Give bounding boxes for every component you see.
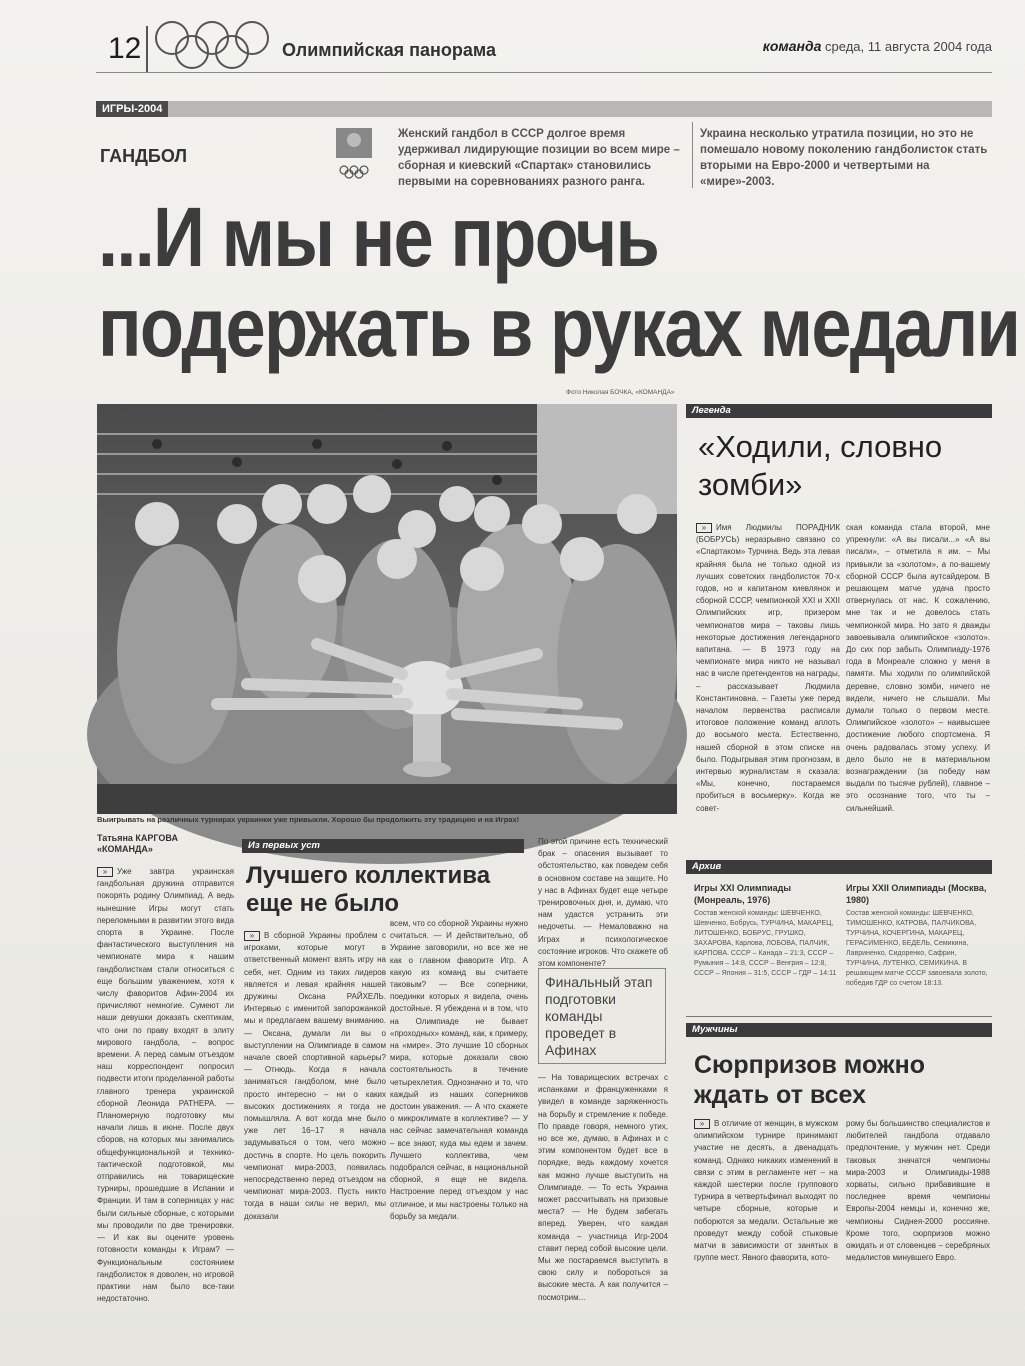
issue-date: среда, 11 августа 2004 года bbox=[825, 39, 992, 54]
strip-label: ИГРЫ-2004 bbox=[96, 101, 168, 117]
interview-tag: Из первых уст bbox=[242, 839, 524, 853]
men-text-1: В отличие от женщин, в мужском олимпийском турнире принимают участие не десять, а двенадцать команд. Однако никаких изменений в связи с этим в регламенте нет – на каждой шестерки после группового турнира в четвертьфинал выходят по четыре сборные, которые и поборются за медали. Остальные же проведут между собой стыковые матчи в зависимости от занятых в группе мест. Явного фаворита, кото- bbox=[694, 1119, 838, 1263]
interview-text-3b: — На товарищеских встречах с испанками и француженками я увидел в команде заряженность на борьбу и стремление к победе. По правде говоря, немного утих, но все же, думаю, в Афинах и с этим компонентом будет все в порядке, ведь каждому хочется как можно лучше выступить на Олимпиаде. — То есть Украина может рассчитывать на призовые места? — Не будем забегать вперед. Уверен, что каждая команда – участница Игр-2004 ставит перед собой высокие цели. Мы же постараемся выступить в свою силу и побороться за высокие места. А как получится – посмотрим... bbox=[538, 1073, 668, 1302]
legend-column-1 bbox=[696, 522, 840, 852]
interview-text-1: В сборной Украины проблем с игроками, которые могут в ответственный момент взять игру на себя, нет. Одним из таких лидеров является и левая крайняя нашей дружины Оксана РАЙХЕЛЬ. Интервью с именитой запорожанкой мы и предлагаем вашему вниманию. — Оксана, думали ли вы о выступлении на Олимпиаде в самом начале своей спортивной карьеры? — Отнюдь. Когда я начала заниматься гандболом, мне было просто интересно – ни о каких высоких достижениях я тогда не помышляла. А вот когда мне было уже лет 16–17 я начала задумываться о том, чего можно достичь в спорте. Но цель покорить чемпионат мира-2003, появилась непосредственно перед отъездом на чемпионат мира-2003. Пусть никто тогда в наши силы не верил, мы доказали bbox=[244, 931, 386, 1221]
interview-headline: Лучшего коллектива еще не было bbox=[246, 862, 491, 917]
pull-quote: Финальный этап подготовки команды проведет в Афинах bbox=[538, 968, 666, 1064]
archive-divider bbox=[686, 1016, 992, 1017]
team-photo bbox=[97, 404, 677, 814]
author-paper: «КОМАНДА» bbox=[97, 844, 153, 854]
interview-column-3-bottom bbox=[538, 1072, 668, 1354]
byline bbox=[97, 833, 178, 855]
intro-lead-left: Женский гандбол в СССР долгое время удерживал лидирующие позиции во всем мире – сборная и киевский «Спартак» становились первыми на соревнованиях разного ранга. bbox=[398, 128, 680, 188]
intro-lead-right: Украина несколько утратила позиции, но это не помешало новому поколению гандболисток стать вторыми на Евро-2000 и четвертыми на «мире»-2003. bbox=[700, 128, 988, 188]
archive-1980-body: Состав женской команды: ШЕВЧЕНКО, ТИМОШЕНКО, КАТРОВА, ПАЛЧИКОВА, ТУРЧИНА, КОЧЕРГИНА, МАКАРЕЦ, ГЕРАСИМЕНКО, БЕДЕЛЬ, Семикина, Лавриненко, Сидоренко, Сафрин, ТУРЧИНА, ЛУТЕНКО, СЕМИКИНА. В решающем матче СССР завоевала золото, победив ГДР со счетом 18:13. bbox=[846, 910, 988, 987]
issue-line bbox=[763, 38, 992, 54]
headline-line-1: ...И мы не прочь bbox=[98, 190, 659, 284]
section-title: Олимпийская панорама bbox=[282, 40, 496, 60]
men-text-2: рому бы большинство специалистов и любителей гандбола отдавало предпочтение, у мужчин нет. Среди таковых значатся чемпионы мира-2003 и Олимпиады-1988 хорваты, сильно прибавившие в последнее время чемпионы Европы-2004 немцы и, конечно же, чемпионы Сиднея-2000 россияне. Кроме того, сюрпризов можно ожидать и от словенцев – серебряных медалистов минувшего Евро. bbox=[846, 1119, 990, 1263]
legend-headline: «Ходили, словно зомби» bbox=[698, 429, 943, 502]
interview-text-3: По этой причине есть технический брак – опасения вызывает то обстоятельство, как поведем себя в основном составе на защите. Но у нас в Афинах будет еще четыре тренировочных дня, и, думаю, что нам удастся устранить эти недочеты. — Немаловажно на Играх и психологическое состояние игроков. Что скажете об этом компоненте? bbox=[538, 837, 668, 969]
archive-tag: Архив bbox=[686, 860, 992, 874]
men-column-1 bbox=[694, 1118, 838, 1354]
legend-tag: Легенда bbox=[686, 404, 992, 418]
paragraph-marker-icon: » bbox=[244, 931, 260, 941]
archive-1976-title: Игры XXI Олимпиады (Монреаль, 1976) bbox=[694, 883, 792, 905]
men-headline: Сюрпризов можно ждать от всех bbox=[694, 1051, 926, 1109]
archive-1976-body: Состав женской команды: ШЕВЧЕНКО, Шевченко, Бобрусь, ТУРЧИНА, МАКАРЕЦ, ЛИТОШЕНКО, БОБРУС, ГРУШКО, ЗАХАРОВА, Карлова, ЛОБОВА, ПАЛЧИК, КАРПОВА. СССР – Канада – 21:3, СССР – Румыния – 14:8, СССР – Венгрия – 12:8, СССР – Япония – 31:5, СССР – ГДР – 14:11 bbox=[694, 910, 837, 977]
interview-column-2 bbox=[390, 918, 528, 1354]
athens-2004-emblem bbox=[334, 128, 374, 180]
author-name: Татьяна КАРГОВА bbox=[97, 833, 178, 843]
article-main-column bbox=[97, 866, 234, 1354]
section-strip bbox=[96, 101, 992, 117]
archive-1980-title: Игры XXII Олимпиады (Москва, 1980) bbox=[846, 883, 987, 905]
article-main-text: Уже завтра украинская гандбольная дружина отправится покорять родину Олимпиад. А ведь нынешние Игры могут стать переломными в развитии этого вида спорта в Украине. После фантастического выступления на чемпионате мира к нашим гандболисткам стали относиться с еще большим уважением, хотя к числу фаворитов Афин-2004 их причисляют немногие. Сумеют ли наши девушки доказать скептикам, что они по праву входят в элиту мирового гандбола, – вопрос времени. А перед самым отъездом наш корреспондент попросил подвести итоги проделанной работы главного тренера украинской сборной Леонида РАТНЕРА. — Планомерную подготовку мы начали лишь в июне. После двух сборов, на которых мы занимались общефункциональной и технико-тактической подготовкой, мы отправились на товарищеские турниры, прошедшие в Испании и Франции. И там в соперницах у нас были сильные сборные, с которыми мы проводили по две тренировки. — И как вы оцените уровень готовности команды к Играм? — Функциональным состоянием гандболисток я доволен, но игровой практики нам было все-таки недостаточно. bbox=[97, 867, 234, 1304]
legend-text-1: Имя Людмилы ПОРАДНИК (БОБРУСЬ) неразрывно связано со «Спартаком» Турчина. Ведь эта левая крайняя была не только одной из лучших советских гандболисток 70-х годов, но и капитаном киевлянок и сборной СССР, чемпионкой XXI и XXII Олимпийских игр, призером чемпионатов мира – таковы лишь некоторые достижения легендарного капитана. — В 1973 году на чемпионате мира никто не называл нас в числе претендентов на награды, – рассказывает Людмила Константиновна. – Газеты уже перед началом первенства расписали итоговое положение команд аплоть до восьмого места. Естественно, нашей сборной в этом списке на было. Подыгрывая этим прогнозам, в интервью журналистам я сказала: «Мы, конечно, постараемся пробиться в восьмерку». Когда же совет- bbox=[696, 523, 840, 813]
men-column-2 bbox=[846, 1118, 990, 1354]
paragraph-marker-icon: » bbox=[696, 523, 712, 533]
intro-divider bbox=[692, 122, 693, 188]
paragraph-marker-icon: » bbox=[97, 867, 113, 877]
legend-text-2: ская команда стала второй, мне упрекнули: «А вы писали...» «А вы писали», – отметила я им. – Мы привыкли за «золотом», а по-вашему сборной СССР была аутсайдером. В решающем матче удача просто отвернулась от нас. К сожалению, мне так и не довелось стать чемпионкой мира. Но зато я дважды завоевывала олимпийское «золото». До сих пор забыть Олимпиаду-1976 года в Монреале сложно у меня в памяти. Мы ходили по олимпийской деревне, словно зомби, ничего не видели, ничего не слышали. Мы думали только о первом месте. Олимпийское «золото» – наивысшее достижение любого спортсмена. Я очень радовалась этому успеху. И дело было не в материальном вознаграждении (за победу нам выдали по тысяче рублей), главное – это осознание того, что ты – сильнейший. bbox=[846, 523, 990, 813]
headline-line-2: подержать в руках медали bbox=[98, 280, 1020, 374]
interview-text-2: всем, что со сборной Украины нужно считаться. — И действительно, об Украине заговорили, но все же не как о главном фаворите Игр. А какую из команд вы считаете таковым? — Все соперники, поединки которых я видела, очень достойные. Я убеждена и в том, что на Олимпиаде не бывает «проходных» команд, как, к примеру, на «мире». Это лучшие 10 сборных мира, которые доказали свою состоятельность в течение четырехлетия. Однозначно и то, что каждый из наших соперников достоин уважения. — А что скажете о микроклимате в коллективе? — У нас сейчас замечательная команда – все знают, куда мы едем и зачем. Лучшего коллектива, чем подобрался сейчас, в национальной сборной, я еще не видела. Настроение перед отъездом у нас отличное, и мы настроены только на борьбу за медали. bbox=[390, 919, 528, 1221]
main-headline bbox=[98, 190, 1020, 374]
sport-label: ГАНДБОЛ bbox=[100, 146, 188, 166]
photo-credit: Фото Николая БОЧКА, «КОМАНДА» bbox=[566, 389, 675, 396]
archive-1980 bbox=[846, 882, 992, 1012]
photo-caption: Выигрывать на различных турнирах украинки уже привыкли. Хорошо бы продолжить эту традицию и на Играх! bbox=[97, 815, 520, 824]
legend-column-2 bbox=[846, 522, 990, 852]
archive-1976 bbox=[694, 882, 840, 1012]
olympic-rings-logo bbox=[152, 18, 276, 72]
interview-column-3-top bbox=[538, 836, 668, 969]
page-number: 12 bbox=[96, 26, 148, 72]
paragraph-marker-icon: » bbox=[694, 1119, 710, 1129]
men-tag: Мужчины bbox=[686, 1023, 992, 1037]
interview-column-1 bbox=[244, 930, 386, 1354]
newspaper-name: команда bbox=[762, 38, 822, 54]
header-rule bbox=[96, 72, 992, 73]
